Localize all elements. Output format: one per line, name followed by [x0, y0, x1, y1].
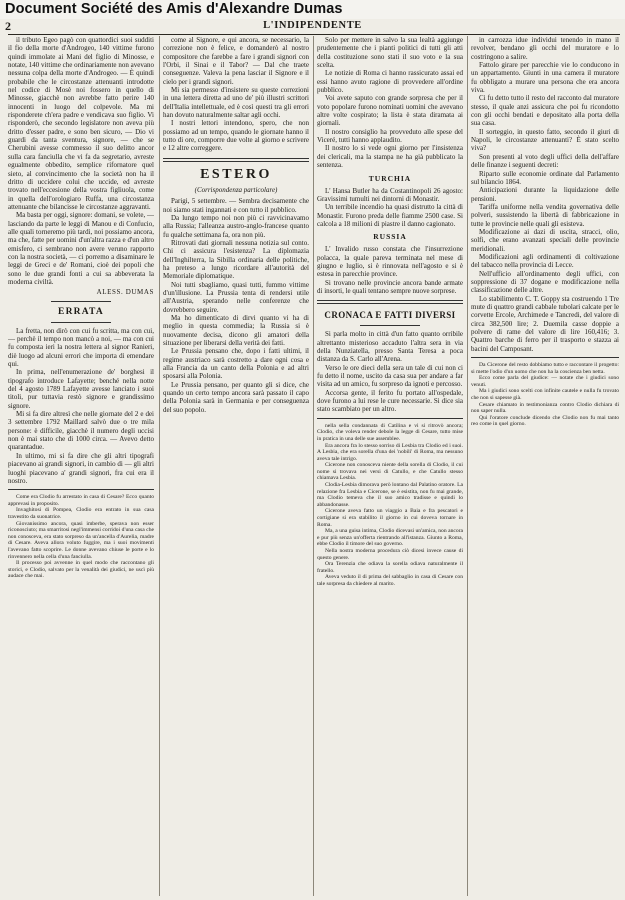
footnote-rule: [317, 418, 463, 419]
turchia-article: [317, 187, 463, 229]
paragraph: Accorsa gente, il ferito fu portato all'ospedale, dove furono a lui rese le cure necessarie. Si dice sia stato scambiato per un altro.: [317, 388, 463, 414]
paragraph: Voi avete saputo con grande sorpresa che per il voto popolare furono nominati uomini che avevano altre volte cospirato; la lista è stata diramata ai giornali.: [317, 94, 463, 128]
footnote: Il processo poi avvenne in quel modo che raccontano gli storici, e Clodio, salvato per la venalità dei giudici, ne uscì più audace che mai.: [8, 560, 154, 580]
errata-article: [8, 327, 154, 486]
russia-heading: RUSSIA: [373, 232, 407, 242]
paragraph: Parigi, 5 settembre. — Sembra decisamente che noi siamo stati ingannati e con tutto il pubblico.: [163, 197, 309, 214]
footnote-rule: [8, 489, 154, 490]
col2-article: [163, 36, 309, 153]
footnote: Invaghitosi di Pompea, Clodio era entrato in sua casa travestito da suonatrice.: [8, 507, 154, 520]
paragraph: Solo per mettere in salvo la sua lealtà aggiunge prudentemente che i pianti politici di tutti gli atti della costituzione sono stati il suo voto e la sua scelta.: [317, 36, 463, 70]
errata-heading: ERRATA: [58, 306, 104, 317]
paragraph: il tributo Egeo pagò con quattordici suoi sudditi il fio della morte d'Androgeo, 140 vittime furono quindi immolate ai Mani del figlio di Minosse, e notate, 140 vittime che ordinariamente non avevano nessuna colpa della morte d'Androgeo. — È quindi probabile che le circostanze attenuanti introdotte nel codice di Mosè noi fossero in quello di Minosse, giacchè non avrebbe fatto perire 140 innocenti in luogo del colpevole. Ma mi risponderete ch'era padre e vendicava suo figlio. Vi risponderò, che secondo legislatore non aveva più dritto d'esser padre, e sono ben sicuro, — Dio vi guardi da tanta sventura, signore, — che se Cherubini avesse commesso il suo delitto ancor sulla cara fanciulla che vi fa da segretario, avreste egualmente obbedito, semplice rifornatore quel sieto, al convincimento che la società non ha il dritto di uccidere colui che uccide, ed avreste trovato nell'eccesione della vostra figliuola, come in quella dell'orologiaro Ruffa, una circostanza attenuante che bilancisse le circostanze aggravanti.: [8, 36, 154, 211]
paragraph: Il nostro consiglio ha provveduto alle spese del Viceré, tutti hanno applaudito.: [317, 127, 463, 145]
paragraph: Aveva veduto il di prima del sabbaglio in casa di Cesare con tale sorpresa da chiedere al marito.: [317, 574, 463, 587]
russia-article: [317, 245, 463, 295]
paragraph: L' Invalido russo constata che l'insurrezione polacca, la quale pareva terminata nel mese di giugno e luglio, si è rinnovata nell'agosto e si è estesa in parecchie province.: [317, 245, 463, 279]
paragraph: come al Signore, e qui ancora, se necessario, la correzione non è felice, e domanderò al nostro compositore che farebbe a fare i grandi signori con l'Orbi, il Sinai e il Tabor? — Dal che traete conseguenze. Valeva la pena lasciar il Signore e il cielo per i grandi signori.: [163, 36, 309, 86]
column-separator: [313, 36, 314, 896]
paragraph: Le Prussia pensano che, dopo i fatti ultimi, il regime austriaco sarà costretto a dare ogni cosa e alla Francia da un canto della Polonia e ad altri sposarsi alla Polonia.: [163, 347, 309, 381]
col1-article: [8, 36, 154, 286]
footnotes: [471, 362, 619, 428]
col5-article: [471, 36, 619, 128]
paragraph: Ora Terenzia che odiava la sorella odiava naturalmente il fratello.: [317, 561, 463, 574]
paragraph: Ritrovati dati giornali nessuna notizia sul conto. Chi ci assicura l'esistenza? La diplomazia dell'Inghilterra, la Sibilla ordinaria delle politiche, ha preteso a lungo ricordare all'autorità del Memoriale diplomatique.: [163, 238, 309, 281]
turchia-heading: TURCHIA: [368, 173, 412, 183]
estero-subheading: (Corrispondenza particolare): [194, 185, 278, 194]
column-1: [8, 36, 154, 896]
paragraph: In prima, nell'enumerazione de' borghesi il tipografo introduce Lafayette; benché nella notte del 4 agosto 1789 Lafayette avesse lanciato i suoi titoli, pur tuttavia restò signore e grandissimo signore.: [8, 368, 154, 410]
footnote: Da Cicerone del resto dobbiamo tutto e raccontare il progetto: si mette l'odio d'un uomo che non ha la coscienza ben netta.: [471, 362, 619, 375]
footnote-rule: [471, 357, 619, 358]
paragraph: Ci fu detto tutto il resto del racconto dal muratore stesso, il quale anzi assicura che poi fu ricondotto con gli occhi bendati e depositato alla porta della sua casa.: [471, 94, 619, 128]
paragraph: Si parla molto in città d'un fatto quanto orribile altrettanto misterioso accaduto l'altra sera in via della Nunziatella, presso Santa Teresa a poca distanza da S. Carlo all'Arena.: [317, 330, 463, 364]
signature: ALESS. DUMAS: [96, 288, 154, 297]
divider: [51, 322, 111, 323]
estero-article: [163, 197, 309, 414]
paragraph: Da lungo tempo noi non più ci ravvicinavamo alla Russia; l'alleanza austro-anglo-francese quanto fu qualche settimana fa, ora non più.: [163, 213, 309, 239]
footnote: Ma i giudici sono scelti con infinite cautele e nulla fu trovato che non si sapesse già.: [471, 388, 619, 402]
paragraph: Le Prussia pensano, per quanto gli si dice, che quando un certo tempo ancora sarà passato il capo della Polonia sarà in Germania e per conseguenza del suo popolo.: [163, 380, 309, 414]
paragraph: In ultimo, mi si fa dire che gli altri tipografi piacevano ai grandi signori, in cambio di — gli altri luoghi piacevano a' grandi signori, fra cui era il nostro.: [8, 451, 154, 485]
paragraph: I nostri lettori intendono, spero, che non possiamo ad un tempo, quando le giornate hanno il tutto di ore, comporre due volte al giorno e scrivere e 12 altre correggere.: [163, 119, 309, 153]
paragraph: Tariffa uniforme nella vendita governativa delle polveri, sussistendo la libertà di fabbricazione in tutte le provincie nelle quali gli esisteva.: [471, 202, 619, 228]
paragraph: L' Hansa Butler ha da Costantinopoli 26 agosto: Gravissimi tumulti nei dintorni di Monastir.: [317, 186, 463, 203]
paragraph: Verso le ore dieci della sera un tale di cui non ci fu detto il nome, uscito da casa sua per andare a far visita ad un amico, fu sorpreso da ignoti e percosso.: [317, 363, 463, 389]
paragraph: Nell'ufficio all'ordinamento degli uffici, con soppressione di 37 dogane e modificazione nella classificazione delle altre.: [471, 269, 619, 295]
paragraph: Ma, a una guisa intima, Clodio dicevasi un'amica, non ancora e pur più senza un'offerta rientrando all'istanza. Giunto a Roma, ebbe Clodio il timore del suo governo.: [317, 528, 463, 548]
paragraph: Il nostro lo si vede ogni giorno per l'insistenza dei clericali, ma la stampa ne ha già pubblicato la sentenza.: [317, 144, 463, 170]
column-separator: [467, 36, 468, 896]
paragraph: nella sella condannata di Catilina e vi si ritrovò ancora; Clodio, che voleva render debole la legge di Cesare, tutto mise in pratica in una delle sue assemblee.: [317, 422, 463, 442]
cronaca-article: [317, 330, 463, 413]
section-rule: [163, 158, 309, 162]
paragraph: Era ancora fra lo stesso sorriso di Lesbia tra Clodio ed i suoi. A Lesbia, che era sorella d'una dei 'nobili' di Roma, ma nessuno aveva tale intrigo.: [317, 442, 463, 462]
paragraph: Ma ho dimenticato di dirvi quanto vi ha di meglio in questa commedia; la Russia si è nuovamente decisa, dicono gli amatori della situazione per liberarsi della verità dei fatti.: [163, 313, 309, 347]
paragraph: Fattolo girare per parecchie vie lo conducono in un appartamento. Giunti in una camera il muratore fu obbligato a murare una persona che era ancora viva.: [471, 61, 619, 95]
paragraph: Nella nostra moderna procedura ciò dicesi invece cause di questo genere.: [317, 548, 463, 561]
estero-heading: ESTERO: [200, 166, 272, 182]
paragraph: Son presenti al voto degli uffici della dell'affare delle finanze i seguenti decreti:: [471, 152, 619, 170]
paragraph: Modificazione ai dazi di uscita, stracci, olio, solfi, che erano avanzati speciali delle provincie meridionali.: [471, 227, 619, 253]
paragraph: Anticipazioni durante la liquidazione delle pensioni.: [471, 186, 619, 203]
footnote: Cesare chiamato in testimonianza contro Clodio dichiara di non saper nulla.: [471, 401, 619, 415]
column-separator: [159, 36, 160, 896]
paragraph: Riparto sulle economie ordinate dal Parlamento sul bilancio 1864.: [471, 169, 619, 186]
column-2: [163, 36, 309, 896]
paragraph: Modificazioni agli ordinamenti di coltivazione del tabacco nella provincia di Lecce.: [471, 252, 619, 270]
divider: [51, 301, 111, 302]
section-rule: [317, 300, 463, 304]
paragraph: in carrozza idue individui tenendo in mano il revolver, bendano gli occhi del muratore e lo costringono a salire.: [471, 36, 619, 61]
footnote: Qui l'oratore conclude dicendo che Clodio non fu mai tanto reo come in quel giorno.: [471, 414, 619, 428]
paragraph: Le notizie di Roma ci hanno rassicurato assai ed essi hanno avuto ragione di provvedere all'ordine pubblico.: [317, 69, 463, 95]
page-number: 2: [5, 19, 11, 33]
paragraph: Un terribile incendio ha quasi distrutto la città di Monastir. Furono preda delle fiamme 2500 case. Si calcola a 18 milioni di piastre il danno cagionato.: [317, 203, 463, 228]
footnotes: [8, 494, 154, 580]
paragraph: Si trovano nelle provincie ancora bande armate di insorti, le quali tentano sempre nuove sorprese.: [317, 278, 463, 295]
archive-banner: Document Société des Amis d'Alexandre Dumas: [0, 0, 625, 19]
paragraph: Il sorteggio, in questo fatto, secondo il giuri di Napoli, le circostanze attenuanti? È stato scelto viva?: [471, 127, 619, 153]
footnote: Come era Clodio fu arrestato in casa di Cesare? Ecco quanto apprevasi in proposito.: [8, 494, 154, 507]
newspaper-title: L'INDIPENDENTE: [263, 20, 362, 31]
header-rule: [8, 34, 620, 35]
paragraph: Cicerone non conosceva niente della sorella di Clodio, il cui nome si trovava nei versi di Catullo, e che Catullo stesso chiamava Lesbia.: [317, 462, 463, 482]
cronaca-heading: CRONACA E FATTI DIVERSI: [324, 310, 456, 321]
paragraph: La fretta, non dirò con cui fu scritta, ma con cui, — perchè il tempo non mancò a noi, — ma con cui fu composta ieri la nostra lettera al signor Ranieri, diè luogo ad alcuni errori che importa di emendare qui.: [8, 326, 154, 369]
paragraph: Lo stabilimento C. T. Goppy sta costruendo 1 Tre mute di quattro grandi cabbale tubolari calcate per le corvette Ercole, Archimede e Tancredi, del valore di circa 382,500 lire; 2. Duemila casse doppie a polvere di rame del valore di lire 160,416; 3. Quattro barche di ferro per il trasporto e stazza ai bacini del Camposant.: [471, 294, 619, 353]
paragraph: Clodia-Lesbia dimorava però lontano dal Palatino oratore. La relazione fra Lesbia e Cicerone, se è esistita, non fu mai grande, ma Clodio temeva che il suo amico tradisse e quindi lo abbandonasse.: [317, 482, 463, 508]
paragraph: Noi tutti sbagliamo, quasi tutti, fummo vittime d'un'illusione. La Prussia tenta di rendersi utile all'Austria, sperando nelle conferenze che dovrebbero seguire.: [163, 280, 309, 314]
paragraph: Mi sia permesso d'insistere su queste correzioni in una lettera diretta ad uno de' più illustri scrittori dell'Italia intellettuale, ed è così questi tra gli errori han dovuto naturalmente saltar agli occhi.: [163, 86, 309, 120]
footnote: Giovanissimo ancora, quasi imberbe, sperava non esser riconosciuto; ma smarritosi negl'immensi corridoi d'una casa che non conosceva, era stato sorpreso da un'ancella d'Aurelia, madre di Cesare. Aveva allora voluto fuggire, ma i suoi movimenti l'avevano fatto scoprire. Le donne avevano chiuse le porte e lo rinvennero nella cella d'una fanciulla.: [8, 520, 154, 560]
paragraph: Ma basta per oggi, signore: domani, se volete, — lasciando da parte le leggi di Manou e di Confucio, alle quali torneremo più tardi, noi possiamo ancora, ma che, fatte per uomini d'un'altra razza e d'un altro emisfero, ci sembrano non avere veruno rapporto con la nostra società, — ci porremo a disaminare le leggi de Greci e de' Romani, cioè dei popoli che sono le due grandi fonti a cui sa abbeverata la moderna civiltà.: [8, 211, 154, 286]
col3-continuation: [317, 423, 463, 588]
paragraph: Mi si fa dire altresì che nelle giornate del 2 e dei 3 settembre 1792 Maillard salvò due o tre mila persone: è difficile, giacchè il numero degli uccisi non è mai stato che di 1000 circa. — Avevo detto quarantadue.: [8, 410, 154, 452]
law-article: [471, 128, 619, 353]
col4-article: [317, 36, 463, 170]
paragraph: Cicerone aveva fatto un viaggio a Baia e fra pescatori e cortigiane si era stabilito il giorno in cui doveva tornare in Roma.: [317, 508, 463, 528]
footnote: Ecco come parla del giudice: — notate che i giudici sono venuti.: [471, 375, 619, 388]
column-4: [317, 36, 463, 896]
column-5: [471, 36, 619, 896]
page-header: [5, 19, 620, 33]
divider: [360, 325, 420, 326]
